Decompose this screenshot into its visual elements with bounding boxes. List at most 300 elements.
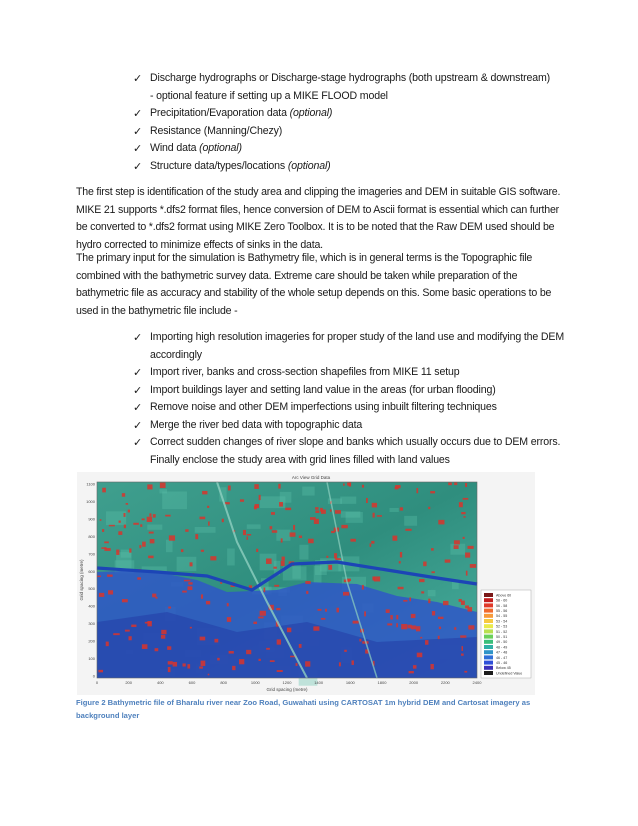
x-tick-label: 600	[188, 680, 196, 685]
land-patch	[276, 530, 290, 541]
building	[315, 510, 319, 513]
checklist-item: ✓ Resistance (Manning/Chezy)	[133, 123, 573, 141]
building	[438, 617, 443, 619]
building	[184, 580, 190, 582]
input-data-checklist	[133, 70, 573, 175]
building	[377, 515, 382, 517]
building	[432, 611, 435, 615]
building	[161, 635, 165, 639]
building	[165, 515, 170, 517]
checklist-item: ✓ Precipitation/Evaporation data (optional)	[133, 105, 573, 123]
building	[409, 671, 414, 673]
building	[228, 486, 231, 491]
legend-label: Undefined Value	[496, 671, 523, 676]
building	[413, 665, 417, 669]
building	[335, 558, 341, 560]
building	[266, 558, 272, 563]
building	[350, 539, 355, 542]
building	[168, 667, 171, 672]
building	[468, 625, 474, 629]
building	[225, 502, 230, 504]
building	[139, 545, 141, 548]
building	[150, 539, 155, 543]
building	[461, 512, 465, 514]
building	[299, 644, 302, 648]
x-tick-label: 1200	[282, 680, 292, 685]
building	[227, 603, 229, 606]
building	[463, 516, 465, 518]
checklist-item: ✓ Structure data/types/locations (optional)	[133, 158, 573, 176]
legend-swatch	[484, 609, 493, 613]
land-patch	[302, 487, 314, 496]
building	[466, 571, 468, 576]
building	[125, 630, 130, 632]
building	[274, 585, 279, 587]
building	[153, 514, 156, 517]
building	[182, 591, 187, 593]
building	[419, 579, 424, 582]
land-patch	[299, 545, 308, 560]
building	[439, 627, 441, 629]
y-tick-label: 1000	[86, 498, 95, 504]
building	[398, 587, 404, 589]
checkmark-icon: ✓	[133, 331, 143, 344]
building	[106, 548, 110, 551]
building	[102, 529, 104, 532]
legend-label: 58 - 60	[496, 598, 508, 603]
building	[428, 507, 430, 509]
building	[98, 670, 103, 672]
building	[102, 488, 106, 493]
legend-label: 52 - 53	[496, 624, 508, 629]
building	[468, 546, 474, 549]
building	[126, 503, 128, 505]
legend-label: 50 - 51	[496, 635, 508, 639]
checkmark-icon: ✓	[133, 366, 143, 379]
y-axis-label: Grid spacing (metre)	[79, 559, 84, 601]
y-tick-label: 200	[88, 638, 95, 644]
building	[343, 592, 349, 596]
building	[423, 562, 426, 567]
y-tick-label: 300	[88, 621, 95, 627]
y-tick-label: 0	[92, 673, 95, 679]
building	[290, 532, 296, 536]
building	[454, 482, 457, 485]
building	[278, 484, 280, 489]
building	[217, 658, 219, 661]
building	[337, 608, 339, 613]
building	[254, 484, 258, 489]
x-tick-label: 200	[125, 680, 133, 685]
checklist-item: ✓ Merge the river bed data with topographic data	[133, 417, 573, 435]
building	[147, 517, 152, 522]
building	[277, 670, 283, 672]
building	[306, 591, 308, 594]
building	[279, 502, 283, 507]
building	[142, 542, 146, 547]
building	[463, 498, 469, 500]
building	[390, 615, 393, 619]
building	[124, 525, 126, 529]
building	[285, 508, 291, 510]
land-patch	[147, 525, 162, 530]
building	[173, 662, 177, 667]
checklist-item: ✓ Import river, banks and cross-section shapefiles from MIKE 11 setup	[133, 364, 573, 382]
building	[133, 523, 138, 525]
building	[465, 605, 469, 608]
building	[438, 520, 444, 525]
building	[454, 545, 459, 549]
building	[104, 547, 106, 551]
building	[325, 609, 327, 612]
building	[131, 625, 136, 627]
building	[201, 550, 204, 552]
building	[140, 524, 142, 527]
building	[359, 639, 361, 642]
checklist-item: ✓ Import buildings layer and setting land value in the areas (for urban flooding)	[133, 382, 573, 400]
building	[277, 639, 281, 644]
building	[430, 664, 433, 669]
building	[210, 556, 216, 560]
building	[199, 517, 205, 520]
building	[308, 539, 314, 544]
building	[328, 565, 332, 570]
building	[122, 599, 128, 602]
paragraph-bathymetry: The primary input for the simulation is Bathymetry file, which is in general terms is the Topographic file combined with the bathymetric survey data. Extreme care should be taken while preparation of the bathymetric file as accuracy and stability of the whole setup depends on this. Some basic operations to be used in the bathymetric file include -	[76, 252, 552, 318]
building	[128, 636, 131, 640]
checkmark-icon: ✓	[133, 418, 143, 432]
building	[142, 518, 145, 520]
building	[321, 618, 325, 620]
building	[227, 617, 231, 622]
legend-label: 49 - 50	[496, 640, 508, 645]
legend-label: 55 - 56	[496, 609, 508, 613]
building	[270, 526, 273, 529]
building	[417, 653, 423, 658]
building	[448, 482, 452, 485]
building	[470, 564, 476, 568]
legend-swatch	[484, 666, 493, 670]
legend-swatch	[484, 629, 493, 633]
legend-swatch	[484, 624, 493, 628]
building	[229, 651, 234, 654]
building	[116, 550, 119, 555]
building	[259, 495, 261, 500]
building	[465, 483, 467, 487]
building	[188, 582, 192, 584]
land-patch	[177, 557, 197, 571]
x-tick-label: 1000	[250, 680, 260, 685]
building	[392, 536, 397, 541]
y-tick-label: 600	[88, 568, 95, 574]
legend-label: 45 - 46	[496, 661, 508, 665]
building	[214, 639, 218, 643]
building	[246, 650, 251, 654]
building	[287, 628, 291, 633]
building	[167, 646, 171, 650]
building	[273, 567, 276, 569]
figure-caption: Figure 2 Bathymetric file of Bharalu river near Zoo Road, Guwahati using CARTOSAT 1m hybrid DEM and Cartosat imagery as background layer	[76, 698, 531, 720]
building	[399, 561, 401, 563]
building	[344, 650, 347, 652]
building	[396, 623, 398, 627]
building	[155, 597, 157, 599]
building	[305, 581, 310, 584]
building	[169, 535, 175, 540]
building	[266, 648, 270, 650]
building	[100, 519, 102, 521]
building	[334, 553, 337, 558]
building	[335, 510, 341, 514]
building	[148, 556, 153, 559]
legend-swatch	[484, 598, 493, 602]
building	[431, 548, 434, 550]
building	[208, 521, 210, 525]
legend-swatch	[484, 619, 493, 623]
building	[149, 532, 154, 534]
building	[124, 513, 126, 517]
building	[464, 671, 467, 673]
building	[416, 488, 418, 493]
building	[454, 540, 460, 544]
building	[260, 611, 266, 616]
building	[147, 621, 151, 626]
checklist-item: ✓ Discharge hydrographs or Discharge-stage hydrographs (both upstream & downstream)	[133, 70, 573, 88]
checkmark-icon: ✓	[133, 107, 143, 120]
y-tick-label: 900	[88, 516, 95, 522]
legend-label: Below 45	[496, 666, 511, 671]
building	[461, 654, 464, 656]
building	[247, 534, 251, 536]
building	[107, 575, 113, 577]
building	[420, 637, 422, 639]
building	[411, 625, 416, 629]
x-tick-label: 2000	[409, 680, 419, 685]
building	[371, 541, 374, 544]
building	[200, 637, 206, 641]
building	[256, 549, 258, 552]
land-patch	[340, 497, 356, 504]
building	[431, 571, 434, 573]
building	[272, 530, 277, 533]
building	[185, 529, 188, 532]
building	[276, 608, 280, 610]
building	[118, 531, 122, 535]
building	[258, 659, 260, 661]
building	[465, 553, 470, 558]
building	[99, 593, 104, 597]
building	[443, 601, 448, 605]
land-patch	[106, 511, 126, 525]
legend-swatch	[484, 593, 493, 597]
building	[411, 614, 416, 618]
building	[373, 513, 375, 518]
building	[318, 609, 322, 611]
checklist-item: ✓ Correct sudden changes of river slope and banks which usually occurs due to DEM errors. Finally enclose the study area with grid lines filled with land values	[133, 436, 561, 466]
bathymetry-operations-checklist	[133, 329, 573, 469]
building	[454, 627, 456, 630]
building	[445, 559, 451, 562]
x-axis-label: Grid spacing (metre)	[266, 687, 308, 692]
building	[396, 615, 398, 619]
building	[187, 586, 192, 590]
checkmark-icon: ✓	[133, 159, 143, 173]
checkmark-icon: ✓	[133, 72, 143, 85]
building	[168, 607, 171, 609]
building	[239, 659, 244, 664]
legend-label: 54 - 55	[496, 614, 508, 619]
building	[202, 491, 207, 494]
building	[400, 552, 402, 557]
land-patch	[247, 524, 261, 528]
building	[341, 525, 347, 528]
legend-swatch	[484, 655, 493, 659]
building	[187, 664, 190, 668]
checkmark-icon: ✓	[133, 124, 143, 138]
building	[199, 666, 203, 668]
building	[104, 541, 109, 543]
x-tick-label: 0	[95, 680, 99, 685]
building	[149, 513, 151, 516]
legend-swatch	[484, 650, 493, 654]
building	[395, 485, 400, 488]
building	[339, 662, 341, 666]
building	[353, 621, 359, 624]
building	[401, 624, 407, 629]
building	[142, 644, 148, 649]
building	[190, 562, 193, 566]
checklist-item-continuation: - optional feature if setting up a MIKE FLOOD model	[150, 89, 388, 102]
building	[243, 530, 246, 535]
legend-swatch	[484, 671, 493, 675]
building	[206, 601, 210, 604]
building	[343, 483, 345, 485]
building	[208, 674, 210, 676]
paragraph-study-area: The first step is identification of the study area and clipping the imageries and DEM in suitable GIS software. MIKE 21 supports *.dfs2 format files, hence conversion of DEM to Ascii format is essential which can further be converted to *.dfs2 format using MIKE Zero Toolbox. It is to be noted that the Raw DEM used should be hydro corrected to minimize effects of sinks in the data.	[76, 186, 561, 252]
building	[253, 622, 257, 624]
building	[460, 635, 466, 637]
x-tick-label: 400	[156, 680, 164, 685]
x-tick-label: 2200	[440, 680, 450, 685]
building	[168, 661, 173, 664]
building	[430, 491, 435, 493]
building	[421, 591, 424, 593]
land-patch	[162, 492, 187, 510]
legend-swatch	[484, 614, 493, 618]
land-patch	[159, 489, 167, 493]
checkmark-icon: ✓	[133, 383, 143, 397]
building	[362, 485, 364, 488]
building	[147, 484, 152, 489]
building	[438, 636, 440, 639]
building	[246, 536, 248, 539]
building	[386, 609, 390, 613]
y-tick-label: 400	[88, 603, 95, 609]
building	[106, 642, 109, 647]
legend-label: 47 - 48	[496, 650, 508, 655]
land-patch	[227, 549, 235, 566]
building	[314, 519, 319, 524]
building	[222, 519, 224, 522]
building	[326, 556, 328, 558]
y-tick-label: 800	[88, 533, 95, 539]
building	[207, 506, 209, 508]
legend-label: 48 - 49	[496, 645, 508, 650]
building	[109, 525, 115, 527]
building	[201, 661, 206, 666]
building	[190, 627, 192, 629]
building	[296, 663, 298, 666]
building	[201, 594, 203, 598]
building	[152, 594, 156, 598]
building	[137, 577, 141, 579]
building	[425, 640, 428, 645]
checklist-item: ✓ Importing high resolution imageries for proper study of the land use and modifying the DEM accordingly	[133, 331, 565, 361]
legend-swatch	[484, 635, 493, 639]
building	[462, 646, 464, 651]
building	[409, 597, 411, 601]
x-tick-label: 800	[220, 680, 228, 685]
figure-title: Arc View Grid Data	[291, 475, 331, 480]
building	[282, 557, 285, 561]
legend-swatch	[484, 640, 493, 644]
building	[97, 576, 101, 578]
map-legend	[481, 590, 531, 678]
building	[108, 590, 113, 594]
building	[293, 525, 295, 530]
building	[362, 585, 364, 590]
y-tick-label: 700	[88, 551, 95, 557]
y-tick-label: 100	[88, 656, 95, 662]
building	[270, 660, 275, 662]
legend-swatch	[484, 645, 493, 649]
building	[387, 623, 392, 625]
building	[461, 601, 465, 605]
building	[240, 499, 244, 501]
checkmark-icon: ✓	[133, 436, 143, 449]
checklist-item: ✓ Wind data (optional)	[133, 140, 573, 158]
building	[305, 661, 310, 666]
x-tick-label: 2400	[472, 680, 482, 685]
legend-label: 46 - 47	[496, 655, 508, 660]
building	[405, 529, 411, 531]
building	[374, 576, 380, 581]
building	[330, 509, 332, 511]
building	[299, 536, 302, 538]
building	[254, 506, 257, 510]
building	[416, 626, 420, 631]
checkmark-icon: ✓	[133, 142, 143, 155]
legend-label: 51 - 52	[496, 629, 508, 634]
building	[155, 648, 159, 651]
building	[400, 507, 403, 510]
building	[182, 663, 185, 666]
legend-label: Above 60	[496, 593, 512, 598]
building	[129, 548, 131, 552]
building	[281, 538, 283, 542]
building	[372, 503, 377, 508]
building	[258, 617, 263, 619]
land-patch	[195, 527, 216, 533]
building	[370, 543, 372, 546]
building	[195, 534, 198, 539]
building	[364, 611, 366, 616]
y-tick-label: 500	[88, 586, 95, 592]
building	[232, 666, 235, 670]
x-tick-label: 1400	[314, 680, 324, 685]
building	[428, 599, 430, 604]
building	[459, 502, 463, 507]
